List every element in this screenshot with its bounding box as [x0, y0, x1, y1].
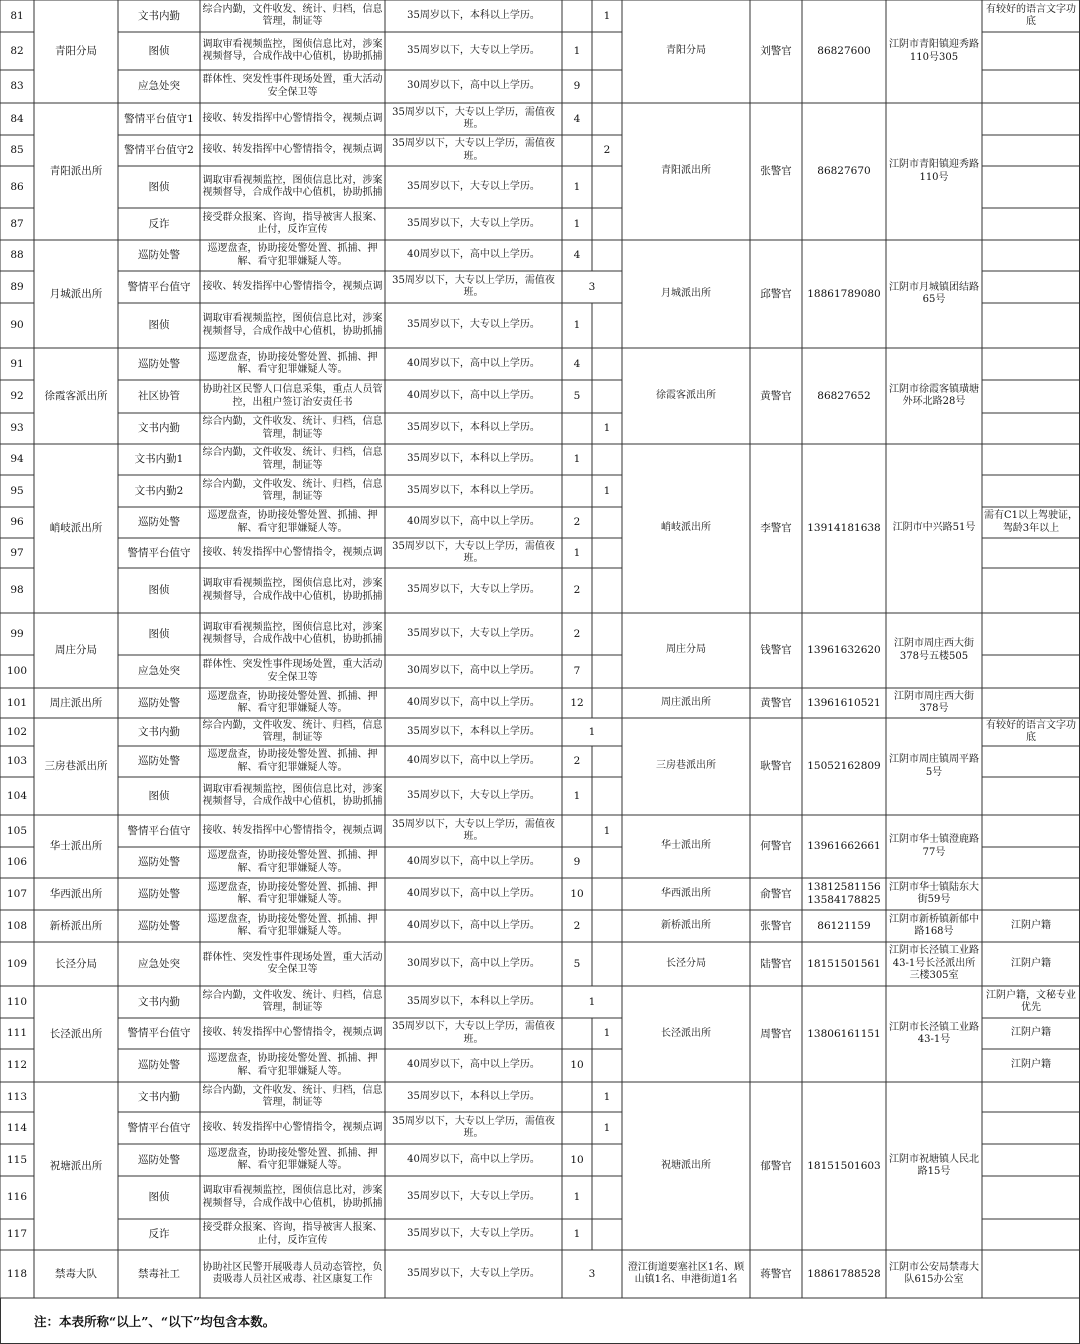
row-number: 84 — [10, 112, 24, 125]
unit-name: 徐霞客派出所 — [44, 389, 108, 402]
position-name: 图侦 — [148, 180, 170, 193]
row-number: 108 — [6, 919, 28, 932]
contact-phone: 13812581156 13584178825 — [807, 881, 881, 906]
contact-phone: 86827670 — [817, 165, 871, 177]
office-address: 江阴市华士镇陆东大街59号 — [889, 881, 979, 905]
position-duties: 群体性、突发性事件现场处置，重大活动安全保卫等 — [202, 74, 383, 98]
headcount: 10 — [570, 1153, 584, 1166]
position-duties: 调取审看视频监控，图侦信息比对，涉案视频督导，合成作战中心值机，协助抓捕 — [202, 578, 383, 602]
unit-name: 峭岐派出所 — [49, 522, 103, 534]
row-number: 90 — [10, 319, 24, 331]
position-duties: 调取审看视频监控，图侦信息比对，涉案视频督导，合成作战中心值机，协助抓捕 — [202, 174, 383, 198]
position-duties: 综合内勤，文件收发、统计、归档，信息管理，制证等 — [202, 447, 383, 471]
position-duties: 接受群众报案、咨询，指导被害人报案、止付，反诈宣传 — [202, 211, 383, 235]
position-requirements: 35周岁以下，大专以上学历。 — [407, 789, 540, 801]
employer-dept: 三房巷派出所 — [656, 760, 716, 772]
unit-name: 华士派出所 — [49, 840, 103, 852]
contact-phone: 18151501561 — [807, 957, 881, 970]
employer-dept: 祝塘派出所 — [661, 1159, 711, 1171]
headcount: 1 — [603, 1121, 611, 1134]
headcount: 12 — [570, 696, 584, 709]
position-name: 巡防处警 — [138, 1059, 180, 1071]
position-duties: 巡逻盘查，协助接处警处置、抓捕、押解、看守犯罪嫌疑人等。 — [207, 1053, 378, 1077]
contact-person: 周警官 — [760, 1027, 792, 1040]
position-name: 巡防处警 — [138, 755, 180, 767]
office-address: 江阴市华士镇澄鹿路77号 — [889, 834, 979, 858]
position-requirements: 35周岁以下，大专以上学历，需值夜班。 — [392, 540, 555, 564]
position-requirements: 35周岁以下，大专以上学历。 — [407, 1267, 540, 1279]
position-name: 文书内勤1 — [134, 453, 184, 465]
row-number: 99 — [10, 627, 24, 640]
office-address: 江阴市长泾镇工业路43-1号长泾派出所三楼305室 — [889, 945, 979, 982]
headcount: 1 — [573, 1191, 581, 1203]
position-duties: 综合内勤，文件收发、统计、归档，信息管理，制证等 — [202, 3, 383, 27]
remarks: 江阴户籍 — [1011, 1027, 1051, 1039]
headcount: 1 — [573, 1228, 581, 1240]
position-duties: 群体性、突发性事件现场处置，重大活动安全保卫等 — [202, 659, 383, 683]
unit-name: 周庄分局 — [55, 644, 97, 656]
row-number: 100 — [6, 665, 28, 677]
unit-name: 长泾派出所 — [49, 1027, 103, 1040]
contact-phone: 15052162809 — [807, 760, 881, 772]
position-duties: 接收、转发指挥中心警情指令，视频点调 — [202, 144, 383, 156]
position-name: 图侦 — [148, 584, 170, 596]
row-number: 92 — [10, 390, 24, 402]
contact-person: 刘警官 — [760, 45, 792, 57]
employer-dept: 周庄分局 — [666, 644, 706, 656]
position-duties: 接收、转发指挥中心警情指令，视频点调 — [202, 824, 383, 836]
position-name: 图侦 — [148, 44, 170, 57]
headcount: 4 — [573, 249, 581, 261]
headcount: 1 — [588, 995, 596, 1008]
contact-person: 蒋警官 — [760, 1267, 792, 1280]
position-requirements: 40周岁以下，高中以上学历。 — [407, 1153, 540, 1165]
contact-phone: 13914181638 — [807, 522, 881, 534]
headcount: 9 — [573, 856, 581, 868]
position-requirements: 35周岁以下，大专以上学历。 — [407, 44, 540, 56]
position-requirements: 35周岁以下，本科以上学历。 — [407, 725, 540, 737]
unit-name: 华西派出所 — [49, 887, 103, 900]
position-requirements: 35周岁以下，本科以上学历。 — [407, 995, 540, 1007]
contact-person: 何警官 — [760, 840, 792, 852]
headcount: 2 — [573, 919, 581, 932]
remarks: 江阴户籍，文秘专业优先 — [986, 989, 1076, 1013]
remarks: 需有C1以上驾驶证，驾龄3年以上 — [984, 510, 1079, 534]
headcount: 9 — [573, 80, 581, 92]
position-requirements: 35周岁以下，大专以上学历。 — [407, 584, 540, 596]
position-name: 文书内勤 — [138, 725, 180, 738]
contact-phone: 13961610521 — [807, 696, 881, 709]
employer-dept: 华士派出所 — [661, 840, 711, 852]
row-number: 89 — [10, 280, 24, 293]
row-number: 117 — [6, 1228, 28, 1240]
position-requirements: 35周岁以下，大专以上学历。 — [407, 1228, 540, 1240]
contact-person: 邱警官 — [760, 287, 792, 300]
office-address: 江阴市周庄镇周平路5号 — [889, 754, 979, 778]
contact-person: 张警官 — [760, 919, 792, 932]
position-name: 反诈 — [148, 217, 170, 230]
row-number: 83 — [10, 80, 24, 92]
position-name: 应急处突 — [138, 665, 180, 677]
position-requirements: 35周岁以下，大专以上学历。 — [407, 1191, 540, 1203]
unit-name: 三房巷派出所 — [44, 760, 108, 772]
position-duties: 调取审看视频监控，图侦信息比对，涉案视频督导，合成作战中心值机，协助抓捕 — [202, 783, 383, 807]
employer-dept: 澄江街道要塞社区1名、顾山镇1名、申港街道1名 — [627, 1261, 745, 1285]
headcount: 1 — [573, 453, 581, 465]
position-name: 文书内勤 — [138, 995, 180, 1008]
contact-person: 李警官 — [760, 522, 792, 534]
row-number: 87 — [10, 217, 24, 230]
position-duties: 接收、转发指挥中心警情指令，视频点调 — [202, 280, 383, 292]
position-duties: 巡逻盘查，协助接处警处置、抓捕、押解、看守犯罪嫌疑人等。 — [207, 881, 378, 905]
contact-person: 陆警官 — [760, 957, 792, 970]
position-name: 禁毒社工 — [138, 1267, 180, 1280]
employer-dept: 峭岐派出所 — [661, 522, 711, 534]
position-requirements: 35周岁以下，本科以上学历。 — [407, 1090, 540, 1102]
row-number: 94 — [10, 453, 24, 465]
position-duties: 调取审看视频监控，图侦信息比对，涉案视频督导，合成作战中心值机，协助抓捕 — [202, 38, 383, 62]
headcount: 2 — [603, 144, 611, 156]
unit-name: 月城派出所 — [49, 287, 103, 300]
position-name: 反诈 — [148, 1228, 170, 1240]
position-name: 巡防处警 — [138, 919, 180, 932]
headcount: 1 — [573, 44, 581, 57]
unit-name: 禁毒大队 — [55, 1267, 97, 1280]
row-number: 118 — [6, 1267, 28, 1280]
row-number: 111 — [6, 1027, 28, 1039]
row-number: 91 — [10, 357, 24, 370]
position-duties: 综合内勤，文件收发、统计、归档，信息管理，制证等 — [202, 989, 383, 1013]
headcount: 7 — [573, 665, 581, 677]
position-name: 巡防处警 — [138, 856, 180, 868]
position-duties: 接收、转发指挥中心警情指令，视频点调 — [202, 1121, 383, 1133]
position-requirements: 35周岁以下，大专以上学历。 — [407, 217, 540, 229]
position-requirements: 35周岁以下，本科以上学历。 — [407, 484, 540, 496]
position-requirements: 40周岁以下，高中以上学历。 — [407, 919, 540, 931]
position-duties: 巡逻盘查，协助接处警处置、抓捕、押解、看守犯罪嫌疑人等。 — [207, 850, 378, 874]
position-name: 图侦 — [148, 627, 170, 640]
row-number: 116 — [6, 1191, 28, 1203]
contact-person: 郁警官 — [760, 1159, 792, 1172]
position-requirements: 35周岁以下，本科以上学历。 — [407, 9, 540, 21]
row-number: 105 — [6, 824, 28, 837]
headcount: 1 — [573, 217, 581, 230]
headcount: 10 — [570, 1059, 584, 1071]
contact-person: 俞警官 — [760, 887, 792, 900]
position-name: 警情平台值守 — [127, 280, 191, 293]
headcount: 1 — [573, 180, 581, 193]
position-duties: 巡逻盘查，协助接处警处置、抓捕、押解、看守犯罪嫌疑人等。 — [207, 749, 378, 773]
unit-name: 新桥派出所 — [49, 919, 103, 932]
remarks: 江阴户籍 — [1011, 919, 1051, 931]
position-duties: 巡逻盘查，协助接处警处置、抓捕、押解、看守犯罪嫌疑人等。 — [207, 351, 378, 375]
headcount: 1 — [603, 824, 611, 837]
position-name: 文书内勤 — [138, 1090, 180, 1103]
position-name: 警情平台值守2 — [124, 144, 194, 156]
contact-phone: 13961662661 — [807, 840, 881, 852]
position-requirements: 40周岁以下，高中以上学历。 — [407, 887, 540, 899]
position-requirements: 30周岁以下，高中以上学历。 — [407, 957, 540, 969]
headcount: 1 — [588, 725, 596, 738]
position-duties: 综合内勤，文件收发、统计、归档，信息管理，制证等 — [202, 416, 383, 440]
position-requirements: 35周岁以下，大专以上学历，需值夜班。 — [392, 138, 555, 162]
contact-phone: 86827652 — [817, 389, 871, 402]
row-number: 114 — [6, 1121, 28, 1134]
row-number: 98 — [10, 584, 24, 596]
unit-name: 周庄派出所 — [49, 696, 103, 709]
contact-person: 黄警官 — [760, 696, 792, 709]
position-name: 图侦 — [148, 789, 170, 802]
row-number: 88 — [10, 249, 24, 261]
position-duties: 巡逻盘查，协助接处警处置、抓捕、押解、看守犯罪嫌疑人等。 — [207, 243, 378, 267]
position-duties: 接收、转发指挥中心警情指令，视频点调 — [202, 546, 383, 558]
headcount: 1 — [603, 9, 611, 22]
position-duties: 接受群众报案、咨询，指导被害人报案、止付，反诈宣传 — [202, 1222, 383, 1246]
row-number: 113 — [6, 1090, 28, 1103]
contact-phone: 18151501603 — [807, 1159, 881, 1172]
contact-phone: 13961632620 — [807, 644, 881, 656]
row-number: 86 — [10, 180, 24, 193]
row-number: 81 — [10, 9, 24, 22]
headcount: 3 — [588, 280, 596, 293]
remarks: 有较好的语言文字功底 — [986, 3, 1076, 27]
position-duties: 巡逻盘查，协助接处警处置、抓捕、押解、看守犯罪嫌疑人等。 — [207, 510, 378, 534]
position-name: 警情平台值守 — [127, 546, 191, 559]
position-duties: 调取审看视频监控，图侦信息比对，涉案视频督导，合成作战中心值机，协助抓捕 — [202, 1185, 383, 1209]
row-number: 93 — [10, 422, 24, 434]
position-requirements: 35周岁以下，本科以上学历。 — [407, 422, 540, 434]
remarks: 江阴户籍 — [1011, 957, 1051, 969]
row-number: 110 — [6, 995, 28, 1008]
position-duties: 接收、转发指挥中心警情指令，视频点调 — [202, 1027, 383, 1039]
position-name: 文书内勤 — [138, 9, 180, 22]
employer-dept: 青阳派出所 — [661, 165, 711, 177]
employer-dept: 长泾派出所 — [661, 1027, 711, 1039]
position-name: 图侦 — [148, 319, 170, 331]
row-number: 115 — [6, 1153, 28, 1166]
position-duties: 综合内勤，文件收发、统计、归档，信息管理，制证等 — [202, 478, 383, 502]
position-duties: 调取审看视频监控，图侦信息比对，涉案视频督导，合成作战中心值机，协助抓捕 — [202, 313, 383, 337]
office-address: 江阴市新桥镇新郁中路168号 — [889, 913, 979, 937]
row-number: 106 — [6, 856, 28, 868]
position-requirements: 35周岁以下，大专以上学历，需值夜班。 — [392, 1021, 555, 1045]
contact-person: 张警官 — [760, 165, 792, 177]
headcount: 10 — [570, 887, 584, 900]
employer-dept: 长泾分局 — [666, 957, 706, 969]
row-number: 82 — [10, 44, 24, 57]
position-requirements: 35周岁以下，大专以上学历。 — [407, 319, 540, 331]
position-requirements: 30周岁以下，高中以上学历。 — [407, 80, 540, 92]
position-requirements: 40周岁以下，高中以上学历。 — [407, 516, 540, 528]
employer-dept: 新桥派出所 — [661, 919, 711, 931]
unit-name: 青阳分局 — [55, 45, 97, 57]
headcount: 1 — [603, 1090, 611, 1103]
office-address: 江阴市中兴路51号 — [892, 522, 976, 534]
contact-phone: 13806161151 — [807, 1027, 881, 1040]
position-duties: 协助社区民警人口信息采集，重点人员管控，出租户签订治安责任书 — [202, 384, 383, 408]
employer-dept: 月城派出所 — [661, 287, 711, 299]
position-name: 应急处突 — [138, 80, 180, 92]
contact-person: 钱警官 — [760, 644, 792, 656]
position-duties: 调取审看视频监控，图侦信息比对，涉案视频督导，合成作战中心值机，协助抓捕 — [202, 621, 383, 645]
row-number: 95 — [10, 484, 24, 497]
position-name: 警情平台值守 — [127, 1027, 191, 1039]
remarks: 江阴户籍 — [1011, 1059, 1051, 1071]
position-requirements: 40周岁以下，高中以上学历。 — [407, 696, 540, 708]
row-number: 101 — [6, 696, 28, 709]
employer-dept: 周庄派出所 — [661, 696, 711, 708]
position-name: 社区协管 — [138, 390, 180, 402]
contact-phone: 18861789080 — [807, 287, 881, 300]
position-requirements: 40周岁以下，高中以上学历。 — [407, 357, 540, 369]
office-address: 江阴市青阳镇迎秀路110号305 — [889, 39, 979, 63]
position-name: 巡防处警 — [138, 357, 180, 370]
office-address: 江阴市公安局禁毒大队615办公室 — [889, 1261, 979, 1285]
headcount: 1 — [603, 1027, 611, 1039]
position-duties: 接收、转发指挥中心警情指令，视频点调 — [202, 112, 383, 124]
position-requirements: 40周岁以下，高中以上学历。 — [407, 390, 540, 402]
contact-phone: 18861788528 — [807, 1267, 881, 1280]
headcount: 4 — [573, 357, 581, 370]
position-name: 文书内勤2 — [134, 484, 184, 497]
row-number: 85 — [10, 144, 24, 156]
contact-phone: 86121159 — [817, 919, 871, 932]
employer-dept: 青阳分局 — [666, 45, 706, 57]
remarks: 有较好的语言文字功底 — [986, 719, 1076, 743]
position-duties: 巡逻盘查，协助接处警处置、抓捕、押解、看守犯罪嫌疑人等。 — [207, 1147, 378, 1171]
office-address: 江阴市周庄西大街378号五楼505 — [894, 638, 974, 662]
position-requirements: 35周岁以下，大专以上学历。 — [407, 180, 540, 192]
position-name: 巡防处警 — [138, 887, 180, 900]
headcount: 4 — [573, 112, 581, 125]
table-footnote: 注：本表所称“以上”、“以下”均包含本数。 — [34, 1314, 276, 1329]
position-duties: 巡逻盘查，协助接处警处置、抓捕、押解、看守犯罪嫌疑人等。 — [207, 913, 378, 937]
headcount: 1 — [573, 789, 581, 802]
headcount: 1 — [573, 546, 581, 559]
position-name: 巡防处警 — [138, 249, 180, 261]
position-name: 巡防处警 — [138, 1153, 180, 1166]
office-address: 江阴市青阳镇迎秀路110号 — [889, 159, 979, 183]
position-requirements: 40周岁以下，高中以上学历。 — [407, 1059, 540, 1071]
contact-person: 耿警官 — [760, 760, 792, 772]
position-name: 应急处突 — [138, 957, 180, 970]
position-name: 巡防处警 — [138, 696, 180, 709]
headcount: 2 — [573, 584, 581, 596]
row-number: 104 — [6, 789, 28, 802]
row-number: 103 — [6, 755, 28, 767]
row-number: 107 — [6, 887, 28, 900]
headcount: 3 — [588, 1267, 596, 1280]
headcount: 2 — [573, 627, 581, 640]
office-address: 江阴市祝塘镇人民北路15号 — [889, 1153, 979, 1177]
contact-phone: 86827600 — [817, 45, 871, 57]
position-requirements: 35周岁以下，大专以上学历，需值夜班。 — [392, 1115, 555, 1139]
position-requirements: 35周岁以下，本科以上学历。 — [407, 453, 540, 465]
headcount: 1 — [603, 484, 611, 497]
position-requirements: 30周岁以下，高中以上学历。 — [407, 665, 540, 677]
position-requirements: 35周岁以下，大专以上学历，需值夜班。 — [392, 818, 555, 842]
position-name: 巡防处警 — [138, 516, 180, 528]
office-address: 江阴市月城镇团结路65号 — [889, 281, 979, 305]
position-requirements: 40周岁以下，高中以上学历。 — [407, 856, 540, 868]
position-duties: 协助社区民警开展吸毒人员动态管控，负责吸毒人员社区戒毒、社区康复工作 — [202, 1261, 383, 1285]
headcount: 2 — [573, 516, 581, 528]
position-requirements: 35周岁以下，大专以上学历。 — [407, 627, 540, 639]
position-requirements: 35周岁以下，大专以上学历，需值夜班。 — [392, 106, 555, 130]
office-address: 江阴市徐霞客镇璜塘外环北路28号 — [889, 383, 979, 407]
headcount: 2 — [573, 755, 581, 767]
row-number: 112 — [6, 1059, 28, 1071]
office-address: 江阴市周庄西大街378号 — [894, 690, 974, 714]
position-name: 文书内勤 — [138, 422, 180, 434]
headcount: 5 — [573, 957, 581, 970]
position-requirements: 40周岁以下，高中以上学历。 — [407, 755, 540, 767]
position-duties: 群体性、突发性事件现场处置，重大活动安全保卫等 — [202, 951, 383, 975]
office-address: 江阴市长泾镇工业路43-1号 — [889, 1021, 979, 1045]
position-name: 警情平台值守 — [127, 824, 191, 837]
position-name: 警情平台值守 — [127, 1121, 191, 1134]
unit-name: 祝塘派出所 — [49, 1159, 103, 1172]
contact-person: 黄警官 — [760, 389, 792, 402]
row-number: 102 — [6, 725, 28, 738]
row-number: 96 — [10, 516, 24, 528]
headcount: 5 — [573, 390, 581, 402]
position-duties: 综合内勤，文件收发、统计、归档，信息管理，制证等 — [202, 1084, 383, 1108]
position-name: 图侦 — [148, 1191, 170, 1203]
row-number: 109 — [6, 957, 28, 970]
employer-dept: 华西派出所 — [661, 887, 711, 899]
headcount: 1 — [573, 319, 581, 331]
unit-name: 青阳派出所 — [49, 165, 103, 177]
position-name: 警情平台值守1 — [124, 112, 194, 125]
row-number: 97 — [10, 546, 24, 559]
position-requirements: 40周岁以下，高中以上学历。 — [407, 249, 540, 261]
employer-dept: 徐霞客派出所 — [656, 389, 716, 401]
headcount: 1 — [603, 422, 611, 434]
position-requirements: 35周岁以下，大专以上学历，需值夜班。 — [392, 274, 555, 298]
position-duties: 巡逻盘查，协助接处警处置、抓捕、押解、看守犯罪嫌疑人等。 — [207, 690, 378, 714]
unit-name: 长泾分局 — [55, 957, 97, 970]
position-duties: 综合内勤，文件收发、统计、归档，信息管理，制证等 — [202, 719, 383, 743]
